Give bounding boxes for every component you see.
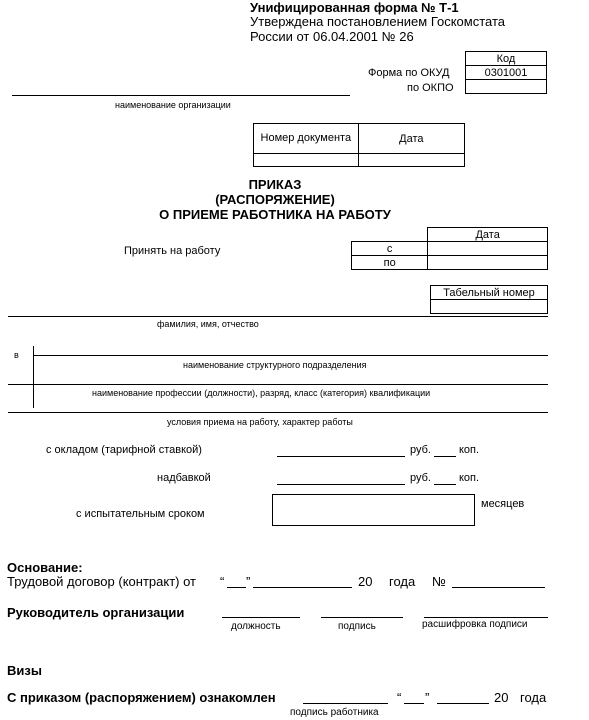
acquainted-year-prefix: 20 (494, 690, 509, 705)
okud-code-field[interactable]: 0301001 (466, 66, 547, 80)
acquainted-day-field[interactable] (404, 703, 424, 704)
head-label: Руководитель организации (7, 605, 185, 620)
acquainted-year-label: года (520, 690, 547, 705)
acquainted-label: С приказом (распоряжением) ознакомлен (7, 690, 276, 705)
conditions-field[interactable] (8, 412, 548, 413)
hire-dates-table (351, 227, 548, 270)
conditions-caption: условия приема на работу, характер работы (167, 417, 353, 427)
visas-label: Визы (7, 663, 42, 678)
acquainted-quote-close: ” (425, 690, 430, 705)
codes-table (465, 51, 547, 94)
hire-to-label: по (352, 256, 428, 270)
tabel-field[interactable] (431, 300, 548, 314)
bonus-rub-field[interactable] (277, 484, 405, 485)
head-position-field[interactable] (222, 617, 300, 618)
okud-label: Форма по ОКУД (368, 67, 450, 79)
unit-caption: наименование структурного подразделения (183, 360, 367, 370)
document-date-field[interactable] (358, 154, 464, 167)
order-title-line-3: О ПРИЕМЕ РАБОТНИКА НА РАБОТУ (159, 207, 391, 222)
basis-number-field[interactable] (452, 587, 545, 588)
order-title-line-1: ПРИКАЗ (248, 177, 302, 192)
head-decode-caption: расшифровка подписи (422, 619, 528, 630)
head-position-caption: должность (231, 621, 281, 632)
okpo-label: по ОКПО (407, 82, 454, 94)
tabel-table (430, 285, 548, 314)
basis-quote-open: “ (220, 574, 225, 589)
basis-number-sign: № (432, 574, 446, 589)
trial-label: с испытательным сроком (76, 508, 205, 520)
codes-kod-header: Код (466, 52, 547, 66)
organization-caption: наименование организации (115, 100, 231, 110)
hire-date-header: Дата (428, 228, 548, 242)
salary-label: с окладом (тарифной ставкой) (46, 444, 202, 456)
basis-title: Основание: (7, 560, 83, 575)
position-caption: наименование профессии (должности), разряд, класс (категория) квалификации (92, 388, 431, 398)
approval-line-2: России от 06.04.2001 № 26 (250, 29, 414, 44)
unit-field[interactable] (33, 355, 548, 356)
trial-months-label: месяцев (481, 498, 525, 510)
fio-field[interactable] (8, 316, 548, 317)
basis-month-field[interactable] (253, 587, 352, 588)
tabel-header: Табельный номер (431, 286, 548, 300)
order-title-line-2: (РАСПОРЯЖЕНИЕ) (215, 192, 335, 207)
salary-kop-label: коп. (459, 444, 480, 456)
basis-quote-close: ” (246, 574, 251, 589)
hire-from-field[interactable] (428, 242, 548, 256)
hire-label: Принять на работу (124, 245, 221, 257)
bonus-label: надбавкой (157, 472, 211, 484)
salary-rub-field[interactable] (277, 456, 405, 457)
basis-year-prefix: 20 (358, 574, 373, 589)
unit-in-label: в (14, 350, 19, 360)
fio-caption: фамилия, имя, отчество (157, 319, 259, 329)
head-signature-caption: подпись (338, 621, 376, 632)
acquainted-signature-caption: подпись работника (290, 707, 379, 718)
position-field[interactable] (8, 384, 548, 385)
approval-line-1: Утверждена постановлением Госкомстата (250, 14, 506, 29)
salary-kop-field[interactable] (434, 456, 456, 457)
form-title: Унифицированная форма № Т-1 (250, 0, 459, 15)
document-table (253, 123, 465, 167)
acquainted-month-field[interactable] (437, 703, 489, 704)
salary-rub-label: руб. (410, 444, 431, 456)
organization-field[interactable] (12, 95, 350, 96)
bonus-kop-label: коп. (459, 472, 480, 484)
head-signature-field[interactable] (321, 617, 403, 618)
bonus-rub-label: руб. (410, 472, 431, 484)
document-date-header: Дата (358, 124, 464, 154)
acquainted-signature-field[interactable] (303, 703, 388, 704)
bonus-kop-field[interactable] (434, 484, 456, 485)
hire-to-field[interactable] (428, 256, 548, 270)
document-number-header: Номер документа (254, 124, 359, 154)
okpo-code-field[interactable] (466, 80, 547, 94)
basis-contract-label: Трудовой договор (контракт) от (7, 574, 196, 589)
basis-year-label: года (389, 574, 416, 589)
acquainted-quote-open: “ (397, 690, 402, 705)
document-number-field[interactable] (254, 154, 359, 167)
basis-day-field[interactable] (227, 587, 246, 588)
trial-months-field[interactable] (272, 494, 475, 526)
head-decode-field[interactable] (424, 617, 548, 618)
hire-from-label: с (352, 242, 428, 256)
